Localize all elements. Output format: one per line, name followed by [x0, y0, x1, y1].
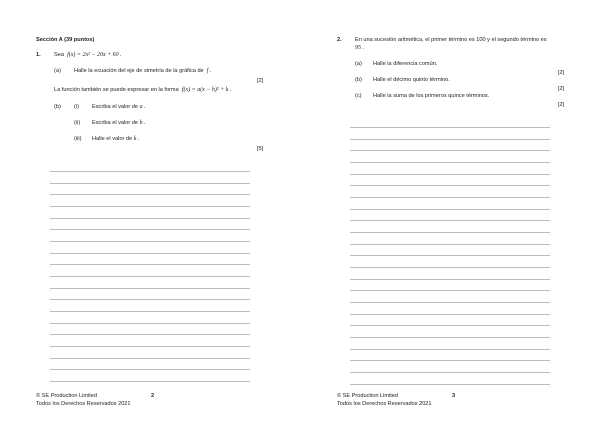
section-title: Sección A (39 puntos): [36, 37, 95, 43]
part-b-iii-text: [92, 136, 139, 142]
part-b-ii-label: (ii): [74, 120, 81, 126]
answer-line: [50, 276, 250, 277]
question-1-number: 1.: [36, 52, 41, 58]
answer-line: [350, 384, 550, 385]
item-math: a .: [139, 104, 146, 110]
question-2-stem-line2: 95 .: [355, 45, 364, 51]
part-b-text: Halle el décimo quinto término.: [373, 77, 450, 83]
answer-line: [50, 358, 250, 359]
form-math: f(x) = a(x − h)² + k .: [181, 87, 232, 93]
answer-line: [50, 206, 250, 207]
footer-copyright: © SE Production Limited: [36, 393, 98, 399]
part-a-label: (a): [355, 61, 362, 67]
item-math: k .: [133, 136, 140, 142]
answer-line: [50, 369, 250, 370]
item-math: h .: [139, 120, 146, 126]
answer-line: [50, 299, 250, 300]
answer-line: [350, 150, 550, 151]
answer-line: [350, 162, 550, 163]
answer-line: [350, 337, 550, 338]
footer-copyright: © SE Production Limited: [337, 393, 399, 399]
question-1-stem: [54, 52, 122, 58]
answer-line: [350, 127, 550, 128]
part-a-text: [74, 68, 211, 74]
answer-line: [350, 244, 550, 245]
form-statement: [54, 87, 231, 93]
part-b-i-text: [92, 104, 146, 110]
item-text: Halle el valor de: [92, 136, 133, 142]
item-text: Escriba el valor de: [92, 104, 139, 110]
answer-line: [50, 323, 250, 324]
part-b-marks: [2]: [558, 86, 565, 92]
part-a-label: (a): [54, 68, 61, 74]
answer-line: [350, 302, 550, 303]
answer-line: [50, 334, 250, 335]
answer-line: [350, 349, 550, 350]
page-number: 2: [151, 393, 155, 399]
stem-text: Sea: [54, 52, 64, 58]
answer-line: [350, 174, 550, 175]
answer-line: [350, 279, 550, 280]
part-b-i-label: (i): [74, 104, 79, 110]
question-2-stem-line1: En una sucesión aritmética, el primer término es 100 y el segundo término es: [355, 37, 547, 43]
part-a-question: Halle la ecuación del eje de simetría de la gráfica de: [74, 68, 204, 74]
page-number: 3: [452, 393, 456, 399]
part-a-math: f .: [206, 68, 212, 74]
answer-line: [50, 171, 250, 172]
part-b-label: (b): [355, 77, 362, 83]
answer-line: [50, 218, 250, 219]
answer-line: [350, 267, 550, 268]
stem-math: f(x) = 2x² − 20x + 60 .: [67, 52, 122, 58]
footer-rights: Todos los Derechos Reservados 2021: [337, 401, 432, 407]
answer-line: [350, 325, 550, 326]
answer-line: [350, 139, 550, 140]
answer-line: [350, 232, 550, 233]
answer-line: [350, 255, 550, 256]
answer-line: [50, 381, 250, 382]
answer-line: [350, 360, 550, 361]
footer-rights: Todos los Derechos Reservados 2021: [36, 401, 131, 407]
answer-line: [350, 220, 550, 221]
answer-line: [50, 264, 250, 265]
question-2-number: 2.: [337, 37, 342, 43]
part-b-ii-text: [92, 120, 146, 126]
part-c-label: (c): [355, 93, 362, 99]
answer-line: [50, 346, 250, 347]
answer-line: [350, 185, 550, 186]
answer-line: [350, 314, 550, 315]
part-a-marks: [2]: [257, 78, 264, 84]
answer-line: [50, 183, 250, 184]
part-b-label: (b): [54, 104, 61, 110]
part-a-text: Halle la diferencia común.: [373, 61, 438, 67]
answer-line: [50, 253, 250, 254]
form-text: La función también se puede expresar en la forma: [54, 87, 179, 93]
answer-line: [350, 290, 550, 291]
answer-line: [350, 209, 550, 210]
answer-line: [50, 288, 250, 289]
item-text: Escriba el valor de: [92, 120, 139, 126]
part-b-iii-label: (iii): [74, 136, 82, 142]
answer-line: [50, 311, 250, 312]
part-b-marks: [5]: [257, 146, 264, 152]
answer-line: [350, 197, 550, 198]
part-a-marks: [2]: [558, 70, 565, 76]
answer-line: [50, 194, 250, 195]
answer-line: [50, 229, 250, 230]
part-c-marks: [2]: [558, 102, 565, 108]
answer-line: [350, 372, 550, 373]
answer-line: [50, 241, 250, 242]
part-c-text: Halle la suma de los primeros quince términos.: [373, 93, 490, 99]
